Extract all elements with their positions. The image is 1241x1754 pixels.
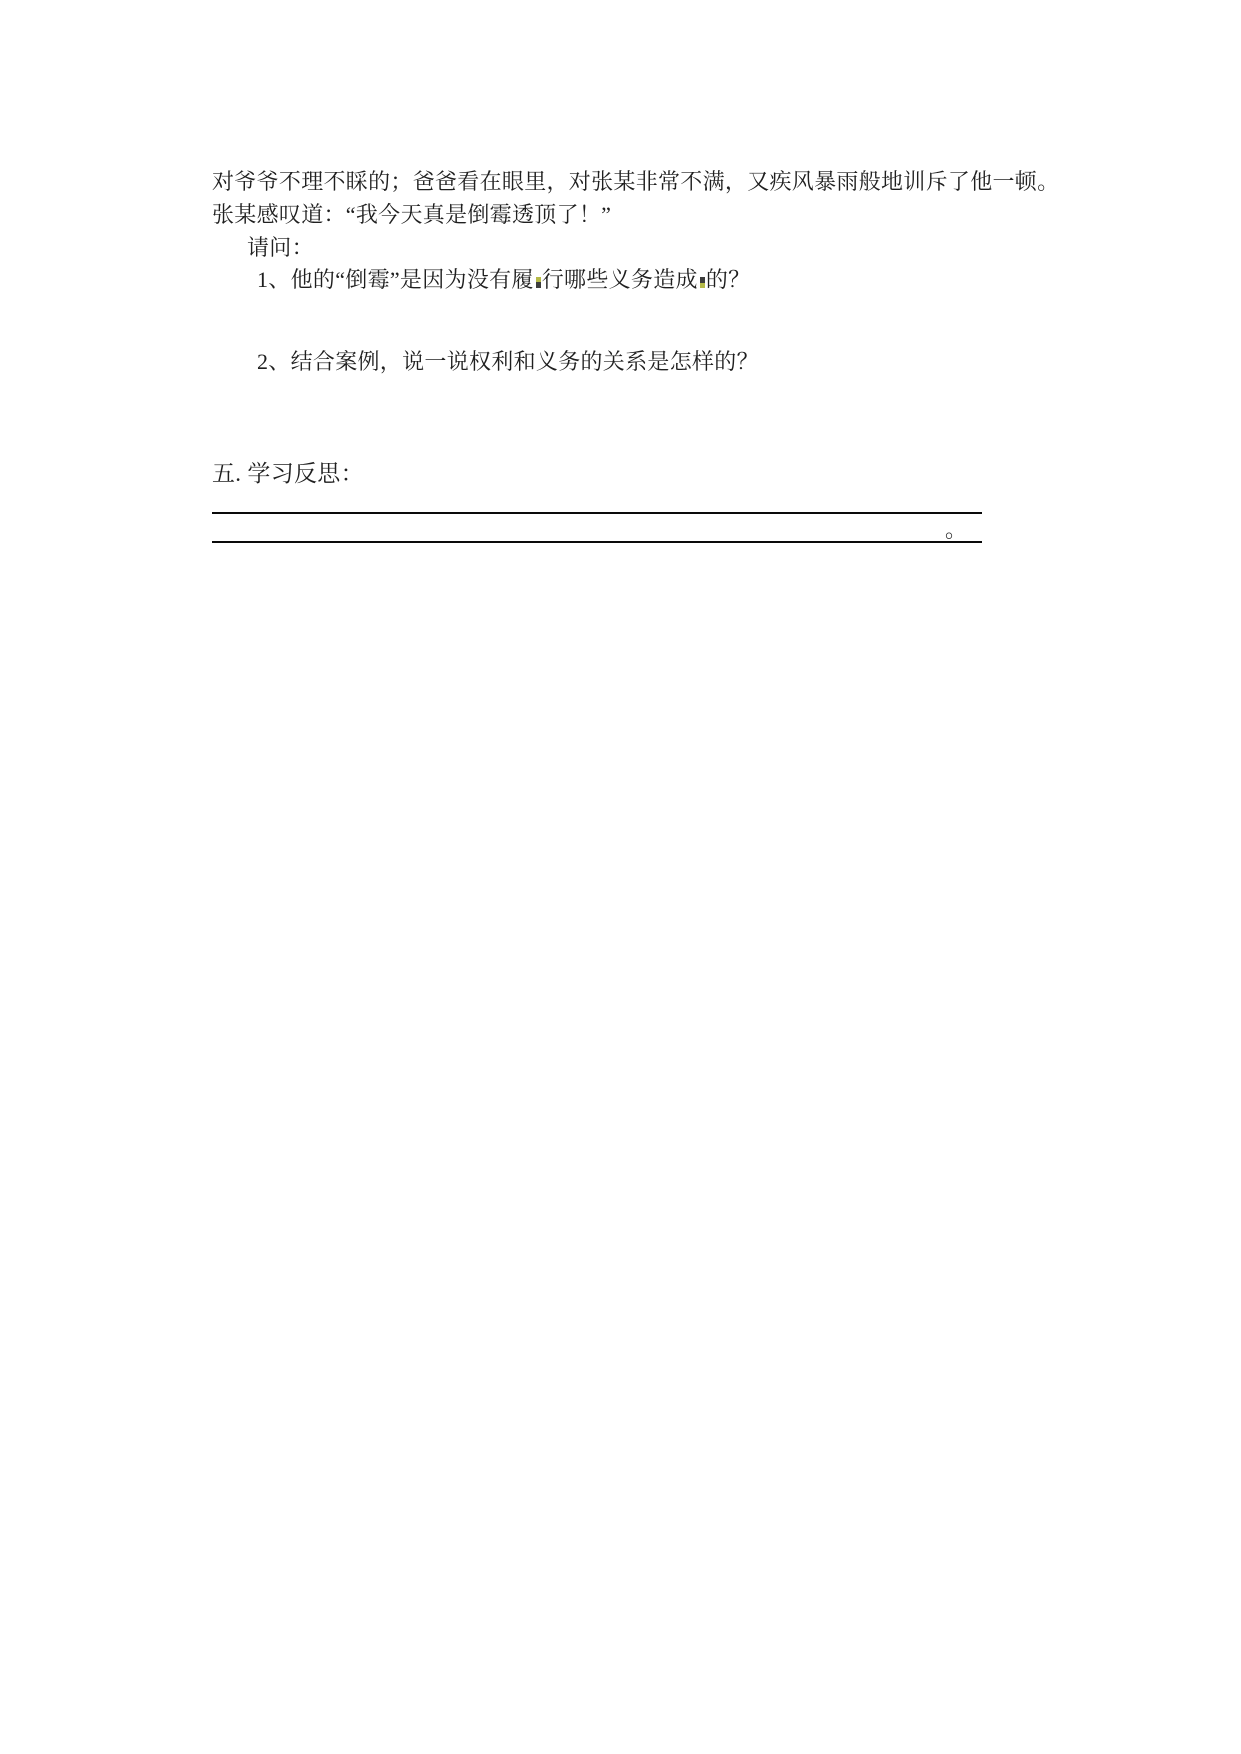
question-2: 2、结合案例，说一说权利和义务的关系是怎样的？ xyxy=(257,349,759,374)
ink-dot-icon xyxy=(700,277,705,288)
paragraph-line-1: 对爷爷不理不睬的；爸爸看在眼里，对张某非常不满，又疾风暴雨般地训斥了他一顿。 xyxy=(212,169,1060,194)
ink-dot-icon xyxy=(536,277,541,288)
section-title-reflection: 五. 学习反思： xyxy=(212,461,364,486)
question-1 xyxy=(257,266,750,294)
answer-blank-line-1 xyxy=(212,487,982,514)
answer-blank-line-2 xyxy=(212,516,982,543)
paragraph-line-2: 张某感叹道：“我今天真是倒霉透顶了！” xyxy=(212,202,612,227)
question-1-text-a: 1、他的“倒霉”是因为没有履 xyxy=(257,267,534,292)
question-1-text-c: 的？ xyxy=(705,267,751,292)
question-1-text-b: 行哪些义务造成 xyxy=(541,267,698,292)
question-prompt: 请问： xyxy=(247,235,314,260)
blank-terminator-period: 。 xyxy=(944,517,967,542)
